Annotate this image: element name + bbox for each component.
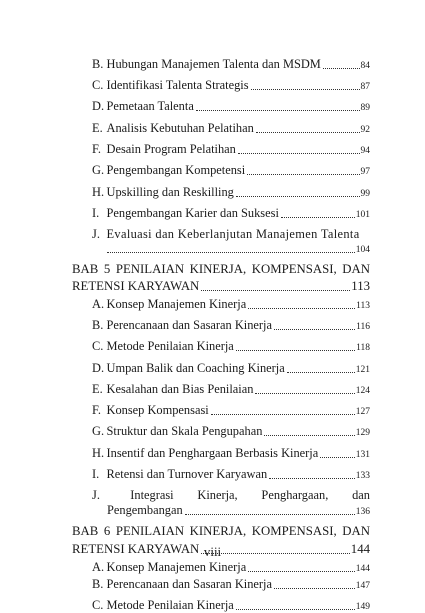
toc-entry-label: G. [92, 424, 105, 438]
leader-dots [274, 328, 355, 330]
toc-entry-page: 116 [356, 322, 370, 332]
toc-entry-j-line1[interactable] [92, 488, 370, 503]
toc-entry-title: Upskilling dan Reskilling [106, 185, 234, 199]
leader-dots [264, 434, 354, 436]
leader-dots [274, 587, 355, 589]
leader-dots [248, 307, 355, 309]
leader-dots [255, 392, 354, 394]
chapter-title-cont: RETENSI KARYAWAN [72, 542, 200, 556]
toc-entry-page: 84 [360, 61, 370, 71]
toc-entry-title: Kesalahan dan Bias Penilaian [106, 382, 254, 396]
toc-entry-label: H. [92, 185, 105, 199]
toc-entry[interactable] [92, 382, 370, 397]
toc-entry-word: dan [352, 488, 370, 502]
toc-entry[interactable] [92, 339, 370, 354]
toc-entry-label: E. [92, 121, 103, 135]
leader-dots [196, 109, 360, 111]
leader-dots [236, 195, 360, 197]
toc-entry-page: 101 [355, 210, 370, 220]
toc-entry-title: Analisis Kebutuhan Pelatihan [106, 121, 254, 135]
toc-entry-title: Struktur dan Skala Pengupahan [106, 424, 263, 438]
toc-entry[interactable] [92, 560, 370, 575]
toc-entry[interactable] [92, 163, 370, 178]
leader-dots [107, 251, 355, 253]
toc-entry-title: Desain Program Pelatihan [106, 142, 236, 156]
page-number: viii [203, 544, 222, 559]
toc-entry-page: 127 [355, 407, 370, 417]
chapter-6-heading-line1 [72, 524, 370, 539]
toc-entry-label: B. [92, 57, 104, 71]
chapter-title-cont: RETENSI KARYAWAN [72, 279, 200, 293]
leader-dots [236, 349, 355, 351]
toc-entry-label: F. [92, 403, 101, 417]
toc-entry-j-line1[interactable] [92, 227, 370, 242]
toc-entry-page: 89 [360, 103, 370, 113]
toc-entry-label: G. [92, 163, 105, 177]
toc-entry-word: Kinerja, [197, 488, 238, 502]
leader-dots [323, 67, 360, 69]
toc-entry[interactable] [92, 318, 370, 333]
chapter-title: BAB 6 PENILAIAN KINERJA, KOMPENSASI, DAN [72, 524, 370, 538]
leader-dots [201, 289, 350, 291]
toc-entry-label: J. [92, 488, 100, 502]
toc-entry-label: J. [92, 227, 100, 241]
toc-entry-title-cont: Pengembangan [107, 503, 183, 517]
leader-dots [287, 371, 355, 373]
toc-entry-title: Konsep Manajemen Kinerja [106, 560, 247, 574]
toc-entry-label: I. [92, 206, 100, 220]
toc-entry[interactable] [92, 78, 370, 93]
leader-dots [185, 513, 355, 515]
toc-entry-title: Pengembangan Karier dan Suksesi [106, 206, 279, 220]
leader-dots [269, 477, 355, 479]
toc-entry-title: Identifikasi Talenta Strategis [106, 78, 249, 92]
toc-entry-page: 129 [355, 428, 370, 438]
toc-entry-page: 113 [356, 301, 370, 311]
toc-entry-title: Insentif dan Penghargaan Berbasis Kinerja [106, 446, 319, 460]
toc-entry[interactable] [92, 446, 370, 461]
toc-entry-page: 147 [355, 581, 370, 591]
toc-entry-label: I. [92, 467, 100, 481]
toc-entry-label: A. [92, 560, 105, 574]
toc-entry-title: Perencanaan dan Sasaran Kinerja [106, 318, 272, 332]
toc-entry-label: A. [92, 297, 105, 311]
toc-entry-label: B. [92, 577, 104, 591]
toc-entry-page: 144 [355, 564, 370, 574]
toc-entry[interactable] [92, 403, 370, 418]
toc-entry-label: C. [92, 339, 104, 353]
toc-entry-title: Pengembangan Kompetensi [106, 163, 246, 177]
toc-entry[interactable] [92, 185, 370, 200]
toc-entry-title: Hubungan Manajemen Talenta dan MSDM [106, 57, 321, 71]
toc-entry-title: Metode Penilaian Kinerja [106, 339, 234, 353]
toc-entry-page: 99 [360, 189, 370, 199]
toc-entry[interactable] [92, 598, 370, 613]
toc-entry-page: 92 [360, 125, 370, 135]
chapter-title: BAB 5 PENILAIAN KINERJA, KOMPENSASI, DAN [72, 262, 370, 276]
toc-entry[interactable] [92, 142, 370, 157]
toc-entry-title: Pemetaan Talenta [106, 99, 194, 113]
leader-dots [211, 413, 355, 415]
chapter-5-heading-line2[interactable] [72, 279, 370, 294]
toc-entry-j-line2[interactable] [107, 244, 370, 256]
toc-entry[interactable] [92, 99, 370, 114]
toc-entry-page: 97 [360, 167, 370, 177]
leader-dots [251, 88, 360, 90]
toc-entry-label: D. [92, 361, 105, 375]
toc-entry-label: C. [92, 598, 104, 612]
toc-entry[interactable] [92, 424, 370, 439]
leader-dots [281, 216, 355, 218]
leader-dots [256, 131, 360, 133]
toc-entry-page: 118 [356, 343, 370, 353]
toc-entry-title: Metode Penilaian Kinerja [106, 598, 234, 612]
toc-entry-label: D. [92, 99, 105, 113]
toc-entry-label: F. [92, 142, 101, 156]
toc-entry[interactable] [92, 57, 370, 72]
toc-entry-title: Umpan Balik dan Coaching Kinerja [106, 361, 285, 375]
toc-entry-page: 124 [355, 386, 370, 396]
leader-dots [236, 608, 355, 610]
toc-entry-page: 121 [355, 365, 370, 375]
toc-entry-page: 87 [360, 82, 370, 92]
toc-entry-word: Integrasi [130, 488, 174, 502]
toc-entry[interactable] [92, 121, 370, 136]
toc-entry-page: 149 [355, 602, 370, 612]
chapter-5-heading-line1 [72, 262, 370, 277]
toc-entry-title: Evaluasi dan Keberlanjutan Manajemen Talenta [106, 227, 360, 241]
toc-entry-page: 131 [355, 450, 370, 460]
toc-entry-page: 94 [360, 146, 370, 156]
toc-entry-j-line2[interactable] [107, 503, 370, 518]
toc-entry[interactable] [92, 361, 370, 376]
toc-entry-title: Perencanaan dan Sasaran Kinerja [106, 577, 272, 591]
toc-entry[interactable] [92, 297, 370, 312]
toc-entry-label: C. [92, 78, 104, 92]
toc-entry[interactable] [92, 206, 370, 221]
toc-entry[interactable] [92, 467, 370, 482]
toc-entry-label: E. [92, 382, 103, 396]
toc-entry-page: 104 [355, 245, 370, 255]
chapter-page: 113 [351, 279, 370, 293]
toc-entry[interactable] [92, 577, 370, 592]
toc-entry-page: 136 [355, 507, 370, 517]
leader-dots [320, 456, 355, 458]
toc-entry-title: Konsep Kompensasi [106, 403, 209, 417]
toc-entry-title: Retensi dan Turnover Karyawan [106, 467, 268, 481]
leader-dots [238, 152, 360, 154]
chapter-page: 144 [350, 542, 370, 556]
toc-entry-page: 133 [355, 471, 370, 481]
toc-entry-label: H. [92, 446, 105, 460]
toc-entry-title: Konsep Manajemen Kinerja [106, 297, 247, 311]
leader-dots [247, 173, 359, 175]
leader-dots [248, 570, 355, 572]
toc-entry-word: Penghargaan, [261, 488, 329, 502]
toc-entry-label: B. [92, 318, 104, 332]
